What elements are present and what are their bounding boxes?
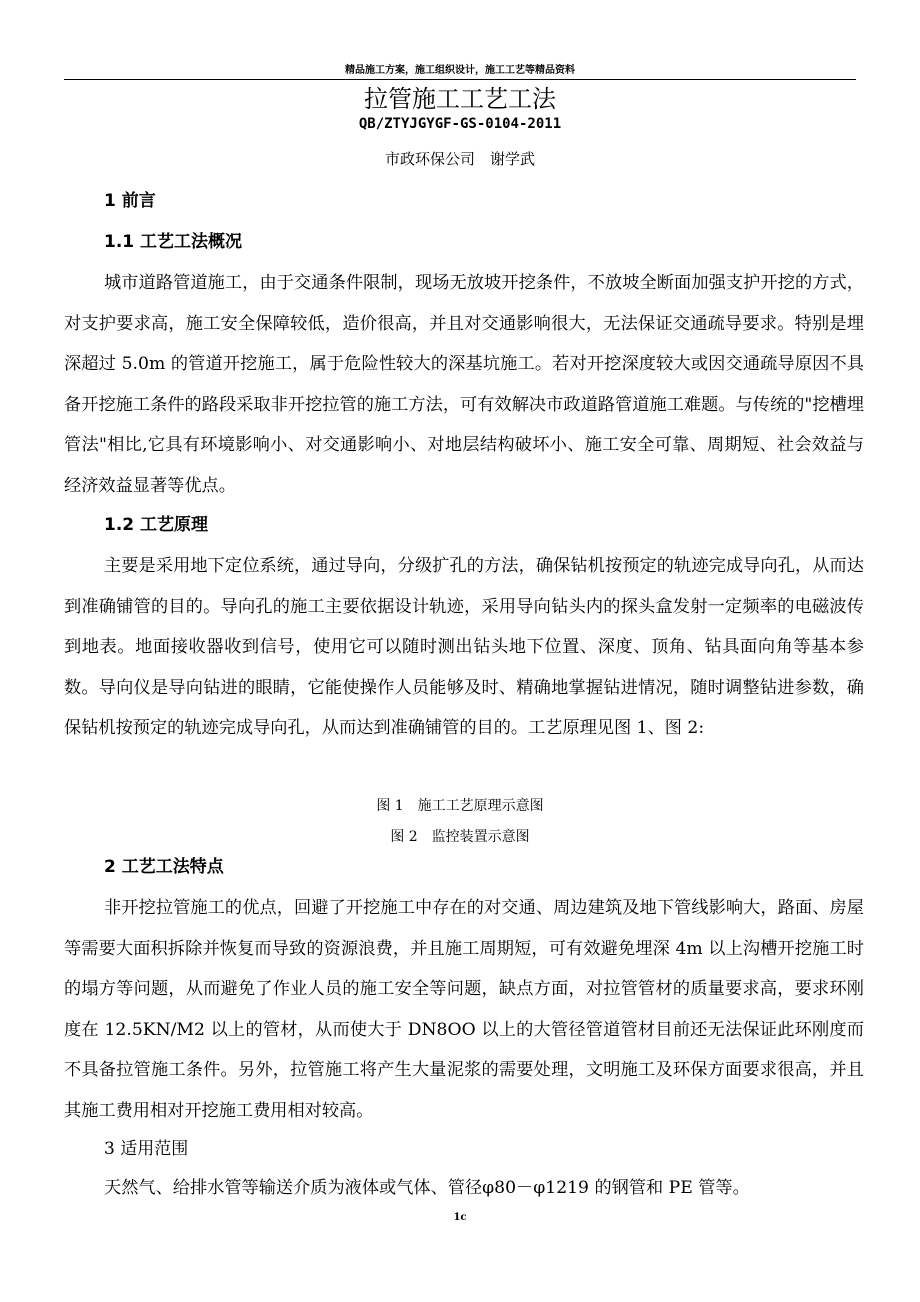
page-header: 精品施工方案，施工组织设计，施工工艺等精品资料 bbox=[345, 65, 575, 76]
section-2-heading: 2 工艺工法特点 bbox=[104, 857, 224, 877]
figure-1-caption: 图 1 施工工艺原理示意图 bbox=[376, 798, 544, 814]
section-3-paragraph: 天然气、给排水管等输送介质为液体或气体、管径φ80－φ1219 的钢管和 PE 管等。 bbox=[104, 1178, 750, 1198]
section-3-heading: 3 适用范围 bbox=[104, 1139, 189, 1159]
section-1-2-heading: 1.2 工艺原理 bbox=[104, 515, 209, 535]
page-number: 1c bbox=[453, 1212, 467, 1223]
section-1-1-paragraph: 城市道路管道施工，由于交通条件限制，现场无放坡开挖条件，不放坡全断面加强支护开挖的方式，对支护要求高，施工安全保障较低，造价很高，并且对交通影响很大，无法保证交通疏导要求。特别是埋深超过 5.0m 的管道开挖施工，属于危险性较大的深基坑施工。若对开挖深度较大或因交通疏导原因不具备开挖施工条件的路段采取非开挖拉管的施工方法，可有效解决市政道路管道施工难题。与传统的"挖槽埋管法"相比,它具有环境影响小、对交通影响小、对地层结构破坏小、施工安全可靠、周期短、社会效益与经济效益显著等优点。 bbox=[64, 273, 864, 496]
header-divider bbox=[64, 79, 856, 80]
document-code: QB/ZTYJGYGF-GS-0104-2011 bbox=[358, 116, 562, 132]
section-1-heading: 1 前言 bbox=[104, 191, 156, 211]
document-author: 市政环保公司 谢学武 bbox=[384, 150, 535, 168]
figure-2-caption: 图 2 监控装置示意图 bbox=[390, 829, 530, 845]
section-1-2-paragraph: 主要是采用地下定位系统，通过导向，分级扩孔的方法，确保钻机按预定的轨迹完成导向孔，从而达到准确铺管的目的。导向孔的施工主要依据设计轨迹，采用导向钻头内的探头盒发射一定频率的电磁波传到地表。地面接收器收到信号，使用它可以随时测出钻头地下位置、深度、顶角、钻具面向角等基本参数。导向仪是导向钻进的眼睛，它能使操作人员能够及时、精确地掌握钻进情况，随时调整钻进参数，确保钻机按预定的轨迹完成导向孔，从而达到准确铺管的目的。工艺原理见图 1、图 2: bbox=[64, 556, 864, 739]
section-2-paragraph: 非开挖拉管施工的优点，回避了开挖施工中存在的对交通、周边建筑及地下管线影响大，路面、房屋等需要大面积拆除并恢复而导致的资源浪费，并且施工周期短，可有效避免埋深 4m 以上沟槽开挖施工时的塌方等问题，从而避免了作业人员的施工安全等问题，缺点方面，对拉管管材的质量要求高，要求环刚度在 12.5KN/M2 以上的管材，从而使大于 DN8OO 以上的大管径管道管材目前还无法保证此环刚度而不具备拉管施工条件。另外，拉管施工将产生大量泥浆的需要处理，文明施工及环保方面要求很高，并且其施工费用相对开挖施工费用相对较高。 bbox=[64, 898, 864, 1121]
section-1-1-heading: 1.1 工艺工法概况 bbox=[104, 232, 243, 252]
document-title: 拉管施工工艺工法 bbox=[364, 85, 556, 113]
